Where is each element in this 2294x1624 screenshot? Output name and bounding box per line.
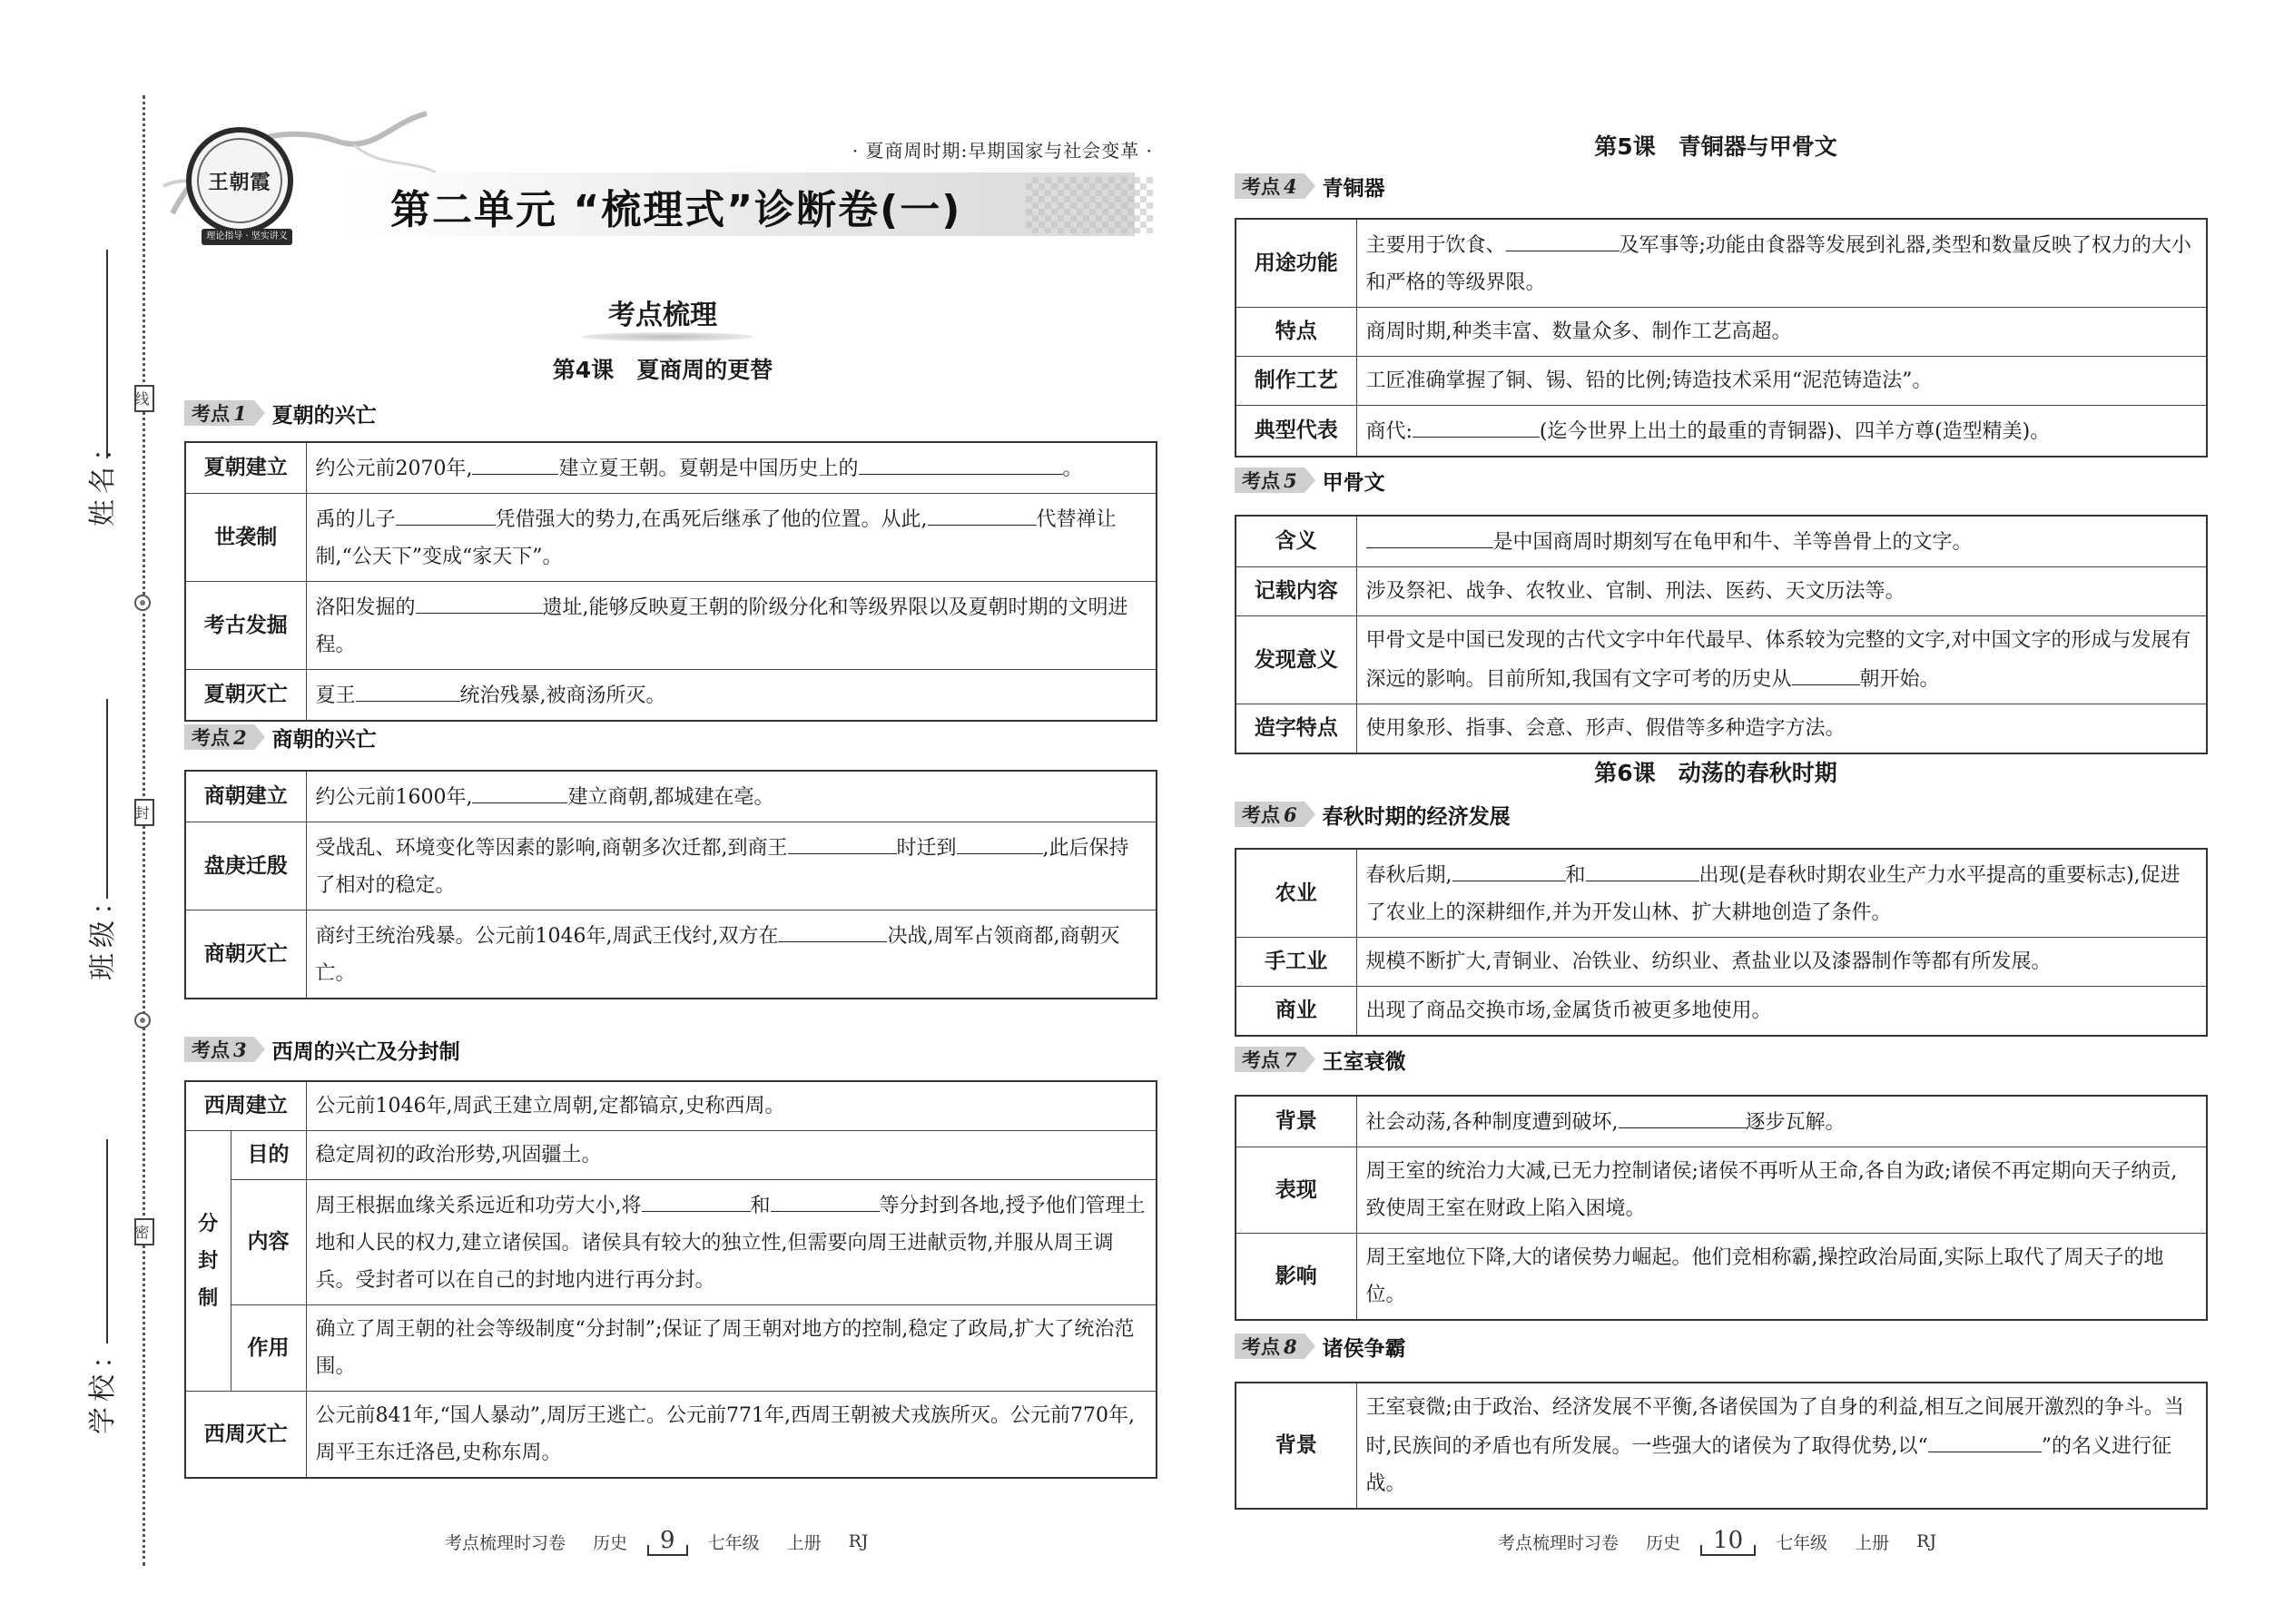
table-row (185, 442, 1157, 494)
fill-blank[interactable] (771, 1186, 880, 1212)
logo-text: 王朝霞 (208, 170, 271, 194)
fill-blank[interactable] (396, 499, 496, 526)
footer-grade: 七年级 (1776, 1532, 1828, 1553)
row-content: 公元前1046年,周武王建立周朝,定都镐京,史称西周。 (306, 1081, 1157, 1131)
kp-2-heading: 考点 2 商朝的兴亡 (184, 723, 377, 751)
school-field-label: 学校： (87, 1336, 119, 1434)
kp-8-heading: 考点 8 诸侯争霸 (1235, 1333, 1406, 1360)
table-row (185, 910, 1157, 999)
row-label: 造字特点 (1236, 704, 1356, 754)
name-field-line[interactable] (106, 250, 108, 458)
table-row (185, 670, 1157, 722)
table-row (1236, 987, 2207, 1037)
kp-5-heading: 考点 5 甲骨文 (1235, 467, 1385, 494)
row-label: 制作工艺 (1236, 357, 1356, 406)
row-label: 特点 (1236, 308, 1356, 357)
row-label: 商朝灭亡 (185, 910, 306, 999)
fill-blank[interactable] (472, 448, 558, 475)
row-label: 背景 (1236, 1383, 1356, 1509)
fill-blank[interactable] (778, 916, 887, 942)
kp-5-name: 甲骨文 (1322, 470, 1385, 495)
table-row (1236, 357, 2207, 406)
row-content: 涉及祭祀、战争、农牧业、官制、刑法、医药、天文历法等。 (1356, 567, 2207, 616)
table-row (185, 1131, 1157, 1180)
row-content: 出现了商品交换市场,金属货币被更多地使用。 (1356, 987, 2207, 1037)
fill-blank[interactable] (859, 448, 1063, 475)
publisher-logo (186, 127, 293, 234)
table-row (185, 494, 1157, 582)
footer-left (445, 1527, 869, 1556)
table-shang-dynasty (184, 770, 1157, 999)
seal-mark-feng: 封 (134, 799, 154, 826)
kp-1-name: 夏朝的兴亡 (271, 403, 377, 428)
row-label: 背景 (1236, 1096, 1356, 1147)
kp-1-heading: 考点 1 夏朝的兴亡 (184, 399, 377, 427)
checker-pattern-decoration (1026, 177, 1153, 233)
logo-motto: 理论指导 · 坚实讲义 (202, 229, 292, 245)
table-row (1236, 1383, 2207, 1509)
row-label: 目的 (231, 1131, 306, 1180)
row-content: 周王根据血缘关系远近和功劳大小,将 和 等分封到各地,授予他们管理土地和人民的权力,建立诸侯国。诸侯具有较大的独立性,但需要向周王进献贡物,并服从周王调兵。受封者可以在自己的封地内进行再分封。 (306, 1180, 1157, 1305)
row-content: 公元前841年,“国人暴动”,周厉王逃亡。公元前771年,西周王朝被犬戎族所灭。公元前770年,周平王东迁洛邑,史称东周。 (306, 1392, 1157, 1479)
table-hegemony (1235, 1382, 2208, 1510)
fill-blank[interactable] (1452, 855, 1566, 881)
fill-blank[interactable] (957, 828, 1043, 854)
row-content: 主要用于饮食、 及军事等;功能由食器等发展到礼器,类型和数量反映了权力的大小和严格的等级界限。 (1356, 219, 2207, 308)
row-content: 甲骨文是中国已发现的古代文字中年代最早、体系较为完整的文字,对中国文字的形成与发展有深远的影响。目前所知,我国有文字可考的历史从 朝开始。 (1356, 616, 2207, 704)
footer-subject: 历史 (593, 1532, 628, 1553)
table-row (1236, 406, 2207, 458)
row-label: 商业 (1236, 987, 1356, 1037)
row-label: 商朝建立 (185, 771, 306, 822)
table-row (1236, 219, 2207, 308)
name-field-label: 姓名： (87, 428, 119, 527)
footer-volume: 上册 (786, 1532, 822, 1553)
table-spring-autumn-economy (1235, 848, 2208, 1037)
page-number: 9 (647, 1527, 688, 1556)
row-content: 约公元前2070年, 建立夏王朝。夏朝是中国历史上的 。 (306, 442, 1157, 494)
table-row (1236, 1096, 2207, 1147)
kp-7-name: 王室衰微 (1322, 1049, 1406, 1074)
row-label: 记载内容 (1236, 567, 1356, 616)
row-content: 商纣王统治残暴。公元前1046年,周武王伐纣,双方在 决战,周军占领商都,商朝灭亡。 (306, 910, 1157, 999)
row-content: 周王室的统治力大减,已无力控制诸侯;诸侯不再听从王命,各自为政;诸侯不再定期向天子纳贡,致使周王室在财政上陷入困境。 (1356, 1147, 2207, 1234)
fill-blank[interactable] (472, 777, 567, 803)
fill-blank[interactable] (1792, 659, 1860, 685)
row-content: 稳定周初的政治形势,巩固疆土。 (306, 1131, 1157, 1180)
table-row (1236, 567, 2207, 616)
row-label: 夏朝灭亡 (185, 670, 306, 722)
footer-right (1498, 1527, 1936, 1556)
section-title-underline (581, 332, 753, 341)
footer-subject: 历史 (1646, 1532, 1681, 1553)
row-label: 西周建立 (185, 1081, 306, 1131)
row-content: 禹的儿子 凭借强大的势力,在禹死后继承了他的位置。从此, 代替禅让制,“公天下”变成“家天下”。 (306, 494, 1157, 582)
fill-blank[interactable] (416, 587, 543, 614)
row-label: 农业 (1236, 849, 1356, 938)
table-row (185, 1392, 1157, 1479)
kp-4-heading: 考点 4 青铜器 (1235, 172, 1385, 200)
table-row (1236, 308, 2207, 357)
lesson-4-title: 第4课 夏商周的更替 (552, 357, 773, 383)
page-title: 第二单元 “梳理式”诊断卷(一) (390, 187, 962, 233)
kp-8-name: 诸侯争霸 (1322, 1336, 1406, 1361)
row-content: 周王室地位下降,大的诸侯势力崛起。他们竞相称霸,操控政治局面,实际上取代了周天子的地位。 (1356, 1234, 2207, 1321)
table-oracle-bone (1235, 515, 2208, 754)
row-label: 含义 (1236, 516, 1356, 567)
row-label: 典型代表 (1236, 406, 1356, 458)
fill-blank[interactable] (1928, 1426, 2042, 1452)
table-bronze (1235, 218, 2208, 458)
table-row (185, 582, 1157, 670)
kp-4-name: 青铜器 (1322, 176, 1385, 201)
row-label: 盘庚迁殷 (185, 822, 306, 910)
page-number: 10 (1700, 1527, 1756, 1556)
table-row (185, 1305, 1157, 1392)
seal-mark-mi: 密 (134, 1218, 154, 1245)
table-row (1236, 938, 2207, 987)
table-xia-dynasty (184, 441, 1157, 722)
row-content: 春秋后期, 和 出现(是春秋时期农业生产力水平提高的重要标志),促进了农业上的深耕细作,并为开发山林、扩大耕地创造了条件。 (1356, 849, 2207, 938)
table-row (1236, 1234, 2207, 1321)
binding-dotted-line (143, 95, 145, 1566)
binding-ring-icon (134, 595, 151, 611)
section-title: 考点梳理 (608, 300, 717, 331)
table-row (1236, 704, 2207, 754)
period-subtitle: · 夏商周时期:早期国家与社会变革 · (852, 140, 1153, 162)
kp-3-heading: 考点 3 西周的兴亡及分封制 (184, 1036, 460, 1063)
footer-edition: RJ (1916, 1531, 1937, 1551)
row-label: 考古发掘 (185, 582, 306, 670)
row-label: 用途功能 (1236, 219, 1356, 308)
lesson-6-title: 第6课 动荡的春秋时期 (1594, 760, 1837, 786)
row-label: 手工业 (1236, 938, 1356, 987)
seal-mark-xian: 线 (134, 385, 154, 412)
kp-2-name: 商朝的兴亡 (271, 727, 377, 752)
row-content: 夏王 统治残暴,被商汤所灭。 (306, 670, 1157, 722)
fill-blank[interactable] (642, 1186, 751, 1212)
row-content: 确立了周王朝的社会等级制度“分封制”;保证了周王朝对地方的控制,稳定了政局,扩大了统治范围。 (306, 1305, 1157, 1392)
table-row (1236, 616, 2207, 704)
table-row (185, 771, 1157, 822)
table-row (1236, 1147, 2207, 1234)
table-row (1236, 849, 2207, 938)
class-field-line[interactable] (106, 699, 108, 899)
row-content: 约公元前1600年, 建立商朝,都城建在亳。 (306, 771, 1157, 822)
row-content: 规模不断扩大,青铜业、冶铁业、纺织业、煮盐业以及漆器制作等都有所发展。 (1356, 938, 2207, 987)
table-row (185, 1180, 1157, 1305)
row-label: 世袭制 (185, 494, 306, 582)
kp-3-name: 西周的兴亡及分封制 (271, 1039, 460, 1064)
fill-blank[interactable] (356, 675, 460, 702)
lesson-5-title: 第5课 青铜器与甲骨文 (1594, 133, 1837, 160)
row-content: 受战乱、环境变化等因素的影响,商朝多次迁都,到商王 时迁到 ,此后保持了相对的稳定。 (306, 822, 1157, 910)
school-field-line[interactable] (106, 1139, 108, 1343)
kp-6-heading: 考点 6 春秋时期的经济发展 (1235, 801, 1511, 828)
kp-6-name: 春秋时期的经济发展 (1322, 804, 1511, 829)
table-royal-decline (1235, 1095, 2208, 1321)
row-label: 表现 (1236, 1147, 1356, 1234)
binding-ring-icon (134, 1012, 151, 1029)
fill-blank[interactable] (1586, 855, 1699, 881)
row-label: 影响 (1236, 1234, 1356, 1321)
row-label: 西周灭亡 (185, 1392, 306, 1479)
table-row (185, 822, 1157, 910)
row-content: 王室衰微;由于政治、经济发展不平衡,各诸侯国为了自身的利益,相互之间展开激烈的争斗。当时,民族间的矛盾也有所发展。一些强大的诸侯为了取得优势,以“ ”的名义进行征战。 (1356, 1383, 2207, 1509)
fill-blank[interactable] (1506, 225, 1620, 251)
row-content: 商周时期,种类丰富、数量众多、制作工艺高超。 (1356, 308, 2207, 357)
footer-grade: 七年级 (707, 1532, 760, 1553)
row-label: 内容 (231, 1180, 306, 1305)
row-content: 洛阳发掘的 遗址,能够反映夏王朝的阶级分化和等级界限以及夏朝时期的文明进程。 (306, 582, 1157, 670)
row-content: 工匠准确掌握了铜、锡、铅的比例;铸造技术采用“泥范铸造法”。 (1356, 357, 2207, 406)
row-label: 夏朝建立 (185, 442, 306, 494)
class-field-label: 班级： (87, 882, 119, 980)
fill-blank[interactable] (788, 828, 897, 854)
footer-volume: 上册 (1855, 1532, 1890, 1553)
row-content: 商代: (迄今世界上出土的最重的青铜器)、四羊方尊(造型精美)。 (1356, 406, 2207, 458)
group-label-fenfengzhi: 分封制 (185, 1131, 231, 1392)
row-content: 社会动荡,各种制度遭到破坏, 逐步瓦解。 (1356, 1096, 2207, 1147)
table-western-zhou (184, 1080, 1157, 1479)
fill-blank[interactable] (1619, 1102, 1746, 1128)
table-row (1236, 516, 2207, 567)
fill-blank[interactable] (928, 499, 1037, 526)
footer-edition: RJ (848, 1531, 869, 1551)
footer-series: 考点梳理时习卷 (445, 1532, 566, 1553)
kp-7-heading: 考点 7 王室衰微 (1235, 1046, 1406, 1073)
fill-blank[interactable] (1413, 411, 1540, 438)
fill-blank[interactable] (1366, 522, 1493, 548)
table-row (185, 1081, 1157, 1131)
row-content: 使用象形、指事、会意、形声、假借等多种造字方法。 (1356, 704, 2207, 754)
row-content: 是中国商周时期刻写在龟甲和牛、羊等兽骨上的文字。 (1356, 516, 2207, 567)
row-label: 发现意义 (1236, 616, 1356, 704)
footer-series: 考点梳理时习卷 (1498, 1532, 1620, 1553)
row-label: 作用 (231, 1305, 306, 1392)
